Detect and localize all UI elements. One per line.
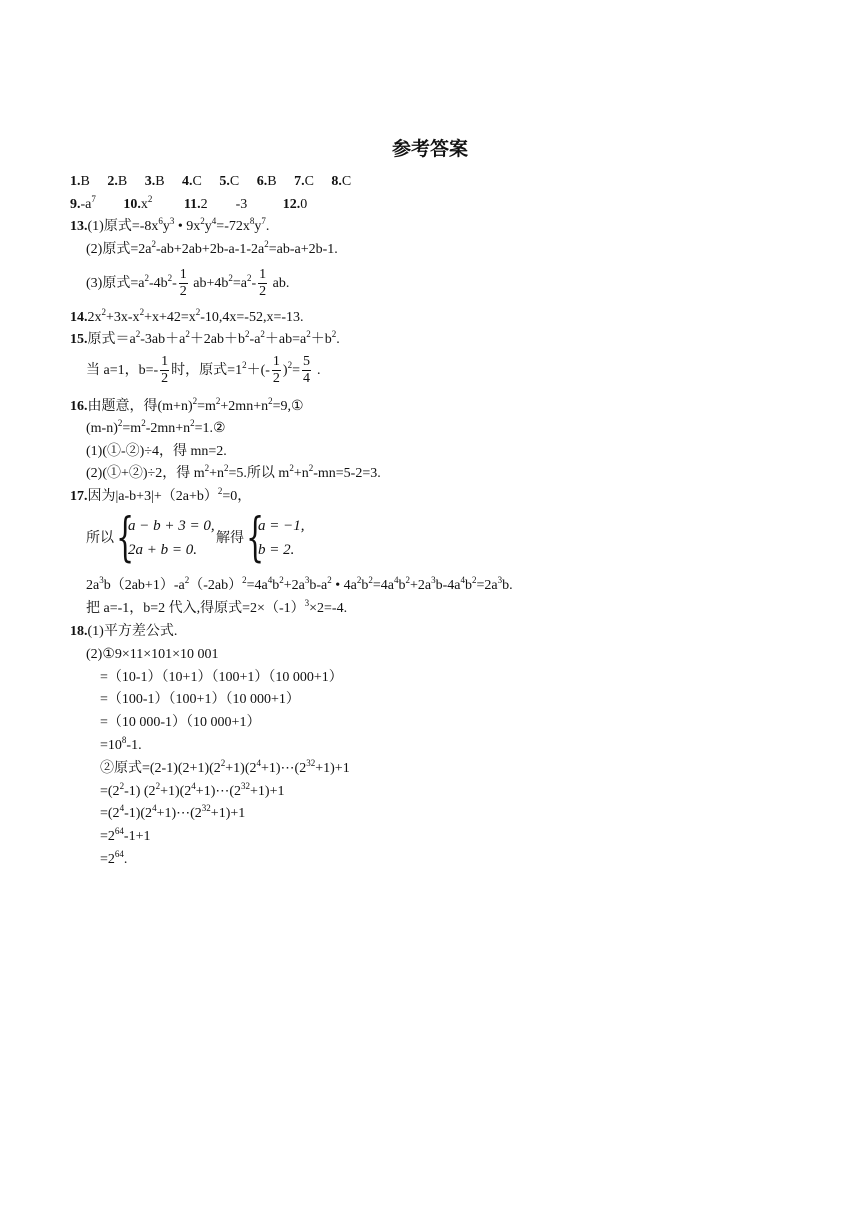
fraction: $\frac{1}{2}$ <box>259 267 267 300</box>
q16-line-4: (2)(①+②)÷2，得 $m^2+n^2=5$.所以 $m^2+n^2-mn=5-2=3$. <box>86 463 381 481</box>
q15-line-1: 15.原式$=a^2-3ab+a^2+2ab+b^2-a^2+ab=a^2+b^2$. <box>70 329 340 347</box>
q18-line-4: =（100-1）（100+1）（10 000+1） <box>100 692 300 707</box>
q18-line-3: =（10-1）（10+1）（100+1）（10 000+1） <box>100 670 343 685</box>
q16-line-1: 16.由题意，得$(m+n)^2=m^2+2mn+n^2=9,①$ <box>70 396 304 414</box>
fill-answer-12: 12.0 <box>282 197 308 212</box>
left-brace-icon: { <box>116 508 135 568</box>
fill-answers-row <box>70 196 307 214</box>
q17-line-3: $2a^3b(2ab+1)-a^2(-2ab)^2=4a^4b^2+2a^3b-a^2$ • $4a^2b^2=4a^4b^2+2a^3b-4a^4b^2=2a^3b$. <box>86 575 513 593</box>
choice-answer: 8.C <box>331 174 352 189</box>
q18-line-2: (2)①9×11×101×10 001 <box>86 647 219 662</box>
q18-line-8: $=(2^2-1)$ $(2^2+1)(2^4+1)\cdots(2^{32}+1)+1$ <box>100 781 285 799</box>
q13-line-1: 13.(1)原式$=-8x^6y^3$ • $9x^2y^4=-72x^8y^7$. <box>70 216 270 234</box>
q14-line: $14.2x^2+3x-x^2+x+42=x^2-10,4x=-52,x=-13$. <box>70 307 304 325</box>
q15-line-2: 当 a=1，b=- $\frac{1}{2}$ 时，原式$=1^2+(-$ $\frac{1}{2}$ )$^2$= $\frac{5}{4}$ . <box>86 354 321 387</box>
q18-line-7: ②原式$=(2-1)(2+1)(2^2+1)(2^4+1)\cdots(2^{32}+1)+1$ <box>100 758 350 776</box>
choice-answer: 2.B <box>107 174 128 189</box>
fraction: $\frac{5}{4}$ <box>302 354 310 387</box>
q18-line-9: $=(2^4-1)(2^4+1)\cdots(2^{32}+1)+1$ <box>100 803 246 821</box>
fraction: $\frac{1}{2}$ <box>179 267 187 300</box>
fill-answer-9: $9.-a^7$ <box>70 194 96 212</box>
q18-line-6: $=10^8-1$. <box>100 735 142 753</box>
q16-line-3: (1)(①-②)÷4，得 mn=2. <box>86 444 227 459</box>
q16-line-2: $(m-n)^2=m^2-2mn+n^2=1.②$ <box>86 418 226 436</box>
choice-answer: 5.C <box>219 174 240 189</box>
q17-line-1: 17.因为$|a-b+3|+(2a+b)^2=0$， <box>70 486 252 504</box>
fraction: $\frac{1}{2}$ <box>272 354 280 387</box>
q17-suoyi: 所以 <box>86 531 114 546</box>
fill-answer-10: $10.x^2$ <box>123 194 153 212</box>
fill-answer-11: 11.2 -3 <box>183 197 248 212</box>
q17-jiede: 解得 <box>216 531 244 546</box>
choice-answer: 4.C <box>182 174 202 189</box>
choice-answers-row <box>70 173 351 191</box>
left-brace-icon: { <box>246 508 265 568</box>
q18-line-5: =（10 000-1）（10 000+1） <box>100 715 261 730</box>
q18-line-11: $=2^{64}$. <box>100 849 128 867</box>
page-title: 参考答案 <box>391 138 468 160</box>
q17-line-4: 把 a=-1，b=2 代入,得原式$=2\times(-1)^3\times 2=-4$. <box>86 598 348 616</box>
q13-line-3: (3)原式$=a^2-4b^2-$ $\frac{1}{2}$ $ab+4b^2=a^2-$ $\frac{1}{2}$ ab. <box>86 267 290 300</box>
choice-answer: 6.B <box>256 174 277 189</box>
choice-answer: 1.B <box>70 174 90 189</box>
q18-line-10: $=2^{64}-1+1$ <box>100 826 151 844</box>
choice-answer: 3.B <box>144 174 165 189</box>
q18-line-1: 18.(1)平方差公式. <box>70 624 178 639</box>
choice-answer: 7.C <box>294 174 314 189</box>
fraction: $\frac{1}{2}$ <box>161 354 169 387</box>
q13-line-2: (2)原式$=2a^2-ab+2ab+2b-a-1-2a^2=ab-a+2b-1$. <box>86 239 338 257</box>
